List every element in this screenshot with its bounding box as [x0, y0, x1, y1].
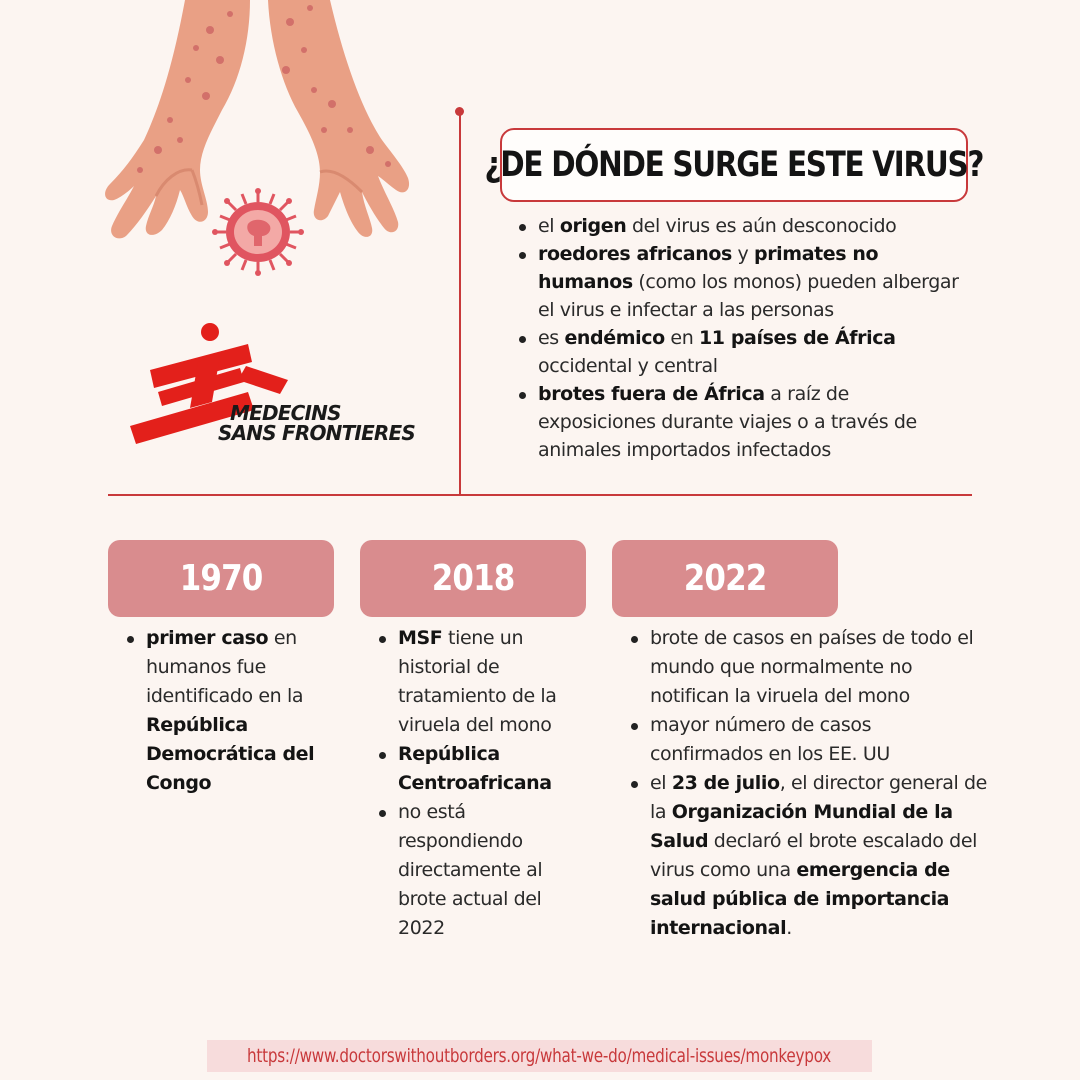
bold-text: origen [559, 215, 627, 237]
timeline-item [376, 798, 590, 943]
text: , el director general de la [650, 772, 987, 823]
timeline-list-2018 [376, 624, 590, 943]
bold-text: primer caso [146, 627, 269, 649]
source-url-link[interactable]: https://www.doctorswithoutborders.org/what-we-do/medical-issues/monkeypox [247, 1045, 832, 1067]
timeline-item [628, 769, 988, 943]
year-label: 2018 [431, 558, 515, 599]
virus-icon [212, 188, 304, 276]
origin-item [516, 380, 966, 464]
horizontal-divider [108, 494, 972, 496]
bold-text: República Democrática del Congo [146, 714, 315, 794]
text: en [664, 327, 699, 349]
timeline-item [376, 624, 590, 740]
msf-logo [128, 322, 428, 450]
timeline-list-1970 [124, 624, 338, 798]
bold-text: endémico [564, 327, 665, 349]
text: . [786, 917, 792, 939]
vertical-divider [459, 112, 461, 496]
bold-text: emergencia de salud pública de importancia internacional [650, 859, 950, 939]
text: brote de casos en países de todo el mundo que normalmente no notifican la viruela del mono [650, 627, 974, 707]
text: el [650, 772, 672, 794]
text: tiene un historial de tratamiento de la viruela del mono [398, 627, 557, 736]
text: el [538, 215, 560, 237]
msf-logo-line1: MEDECINS [230, 401, 341, 425]
bold-text: MSF [398, 627, 443, 649]
hands-virus-illustration [100, 0, 420, 280]
bold-text: República Centroafricana [398, 743, 552, 794]
page-title: ¿DE DÓNDE SURGE ESTE VIRUS? [484, 145, 984, 185]
title-box [484, 128, 984, 202]
origin-item [516, 240, 966, 324]
origin-item [516, 212, 966, 240]
msf-logo-line2: SANS FRONTIERES [218, 421, 416, 445]
year-box-1970 [108, 540, 334, 617]
year-label: 2022 [683, 558, 767, 599]
timeline-item [376, 740, 590, 798]
timeline-item [628, 624, 988, 711]
text: del virus es aún desconocido [626, 215, 897, 237]
bold-text: 23 de julio [671, 772, 780, 794]
year-box-2022 [612, 540, 838, 617]
bold-text: roedores africanos [538, 243, 732, 265]
bold-text: 11 países de África [698, 327, 896, 349]
text: (como los monos) pueden albergar el virus e infectar a las personas [538, 271, 959, 321]
year-label: 1970 [179, 558, 263, 599]
text: en humanos fue identificado en la [146, 627, 304, 707]
text: declaró el brote escalado del virus como una [650, 830, 977, 881]
text: no está respondiendo directamente al brote actual del 2022 [398, 801, 543, 939]
text: mayor número de casos confirmados en los EE. UU [650, 714, 890, 765]
timeline-item [124, 624, 338, 798]
timeline-item [628, 711, 988, 769]
text: occidental y central [538, 355, 718, 377]
year-box-2018 [360, 540, 586, 617]
timeline-list-2022 [628, 624, 988, 943]
text: y [731, 243, 755, 265]
text: es [538, 327, 565, 349]
source-url-bar [207, 1040, 872, 1072]
origin-list [516, 212, 966, 464]
origin-item [516, 324, 966, 380]
bold-text: primates no humanos [538, 243, 879, 293]
text: a raíz de exposiciones durante viajes o a través de animales importados infectados [538, 383, 917, 461]
bold-text: brotes fuera de África [538, 383, 765, 405]
bold-text: Organización Mundial de la Salud [650, 801, 953, 852]
